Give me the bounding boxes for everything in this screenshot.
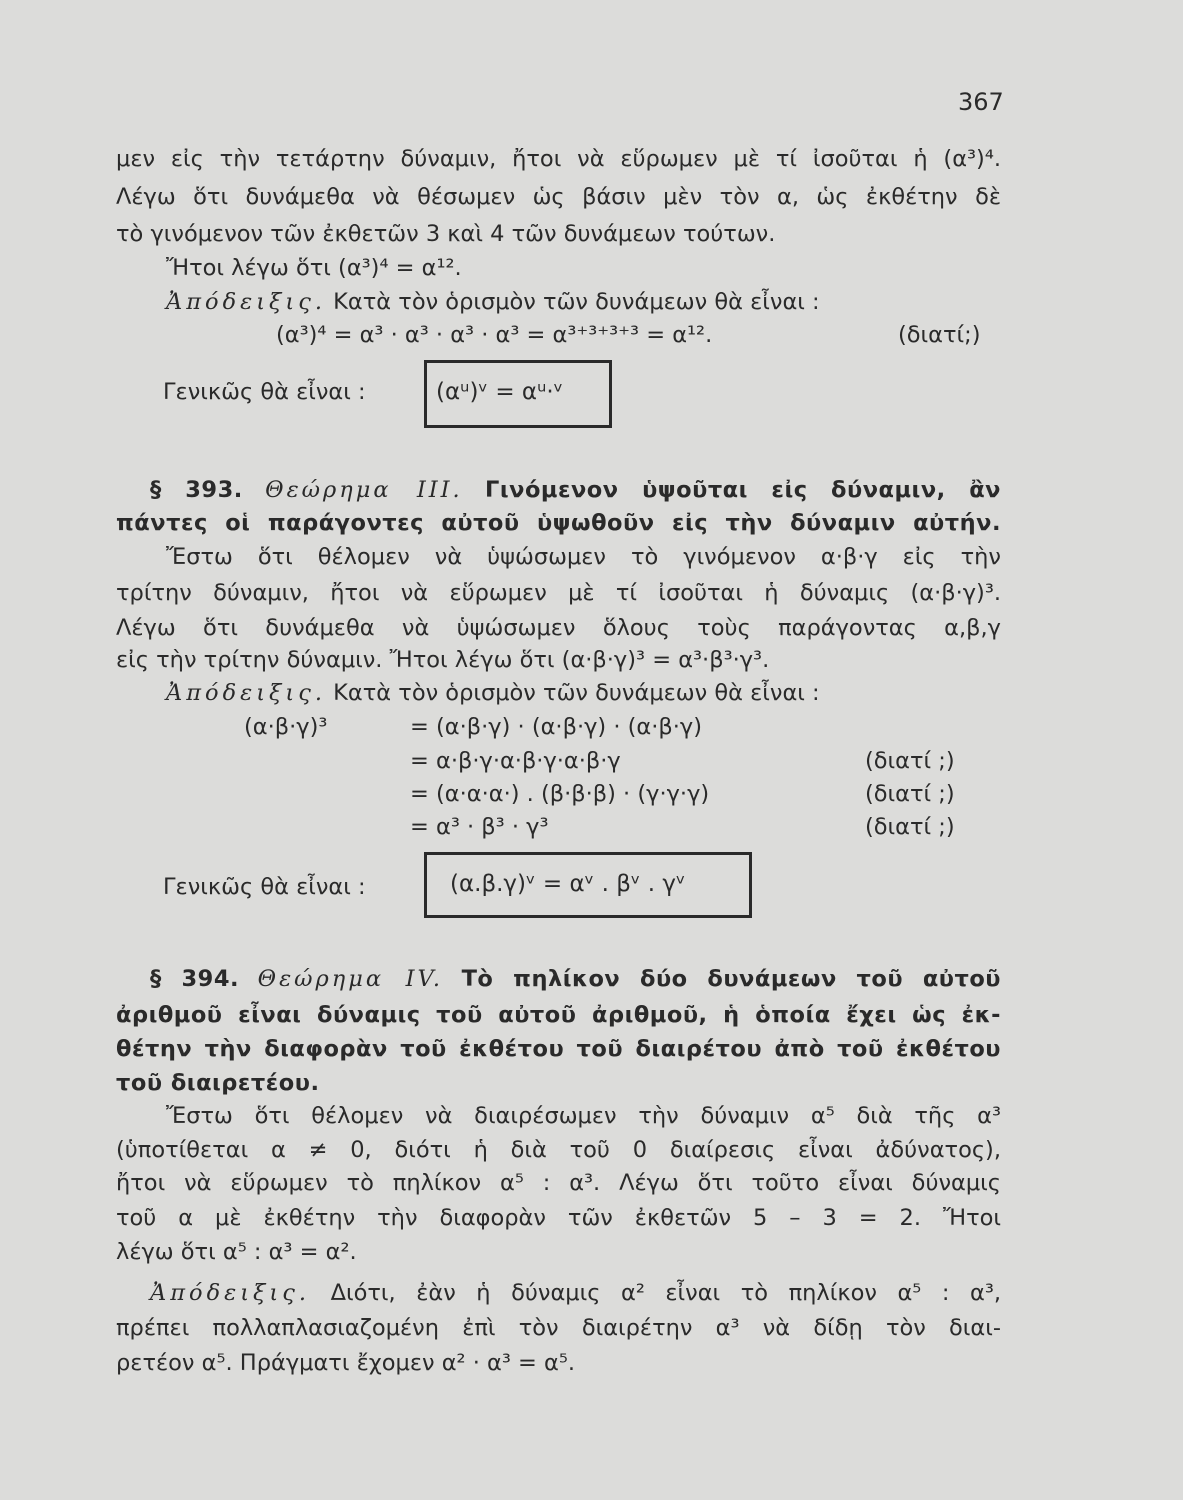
- proof-text: Διότι, ἐὰν ἡ δύναμις α² εἶναι τὸ πηλίκον α⁵ : α³,: [330, 1280, 1002, 1306]
- proof-label: Ἀπόδειξις.: [166, 289, 326, 315]
- section-393-heading: [150, 475, 1001, 505]
- text-line: Λέγω ὅτι δυνάμεθα νὰ θέσωμεν ὡς βάσιν μὲν τὸν α, ὡς ἐκθέτην δὲ: [116, 184, 1001, 210]
- equation-step: = (α·α·α·) . (β·β·β) · (γ·γ·γ): [410, 781, 710, 807]
- proof-text: Κατὰ τὸν ὁρισμὸν τῶν δυνάμεων θὰ εἶναι :: [333, 289, 820, 315]
- text-line: Ἔστω ὅτι θέλομεν νὰ ὑψώσωμεν τὸ γινόμενον α·β·γ εἰς τὴν: [166, 544, 1001, 570]
- equation-lhs: (α·β·γ)³: [244, 714, 328, 740]
- section-number: § 393.: [150, 477, 243, 503]
- proof-label: Ἀπόδειξις.: [150, 1280, 310, 1306]
- theorem-text: πάντες οἱ παράγοντες αὐτοῦ ὑψωθοῦν εἰς τὴν δύναμιν αὐτήν.: [116, 510, 1001, 536]
- theorem-label: Θεώρημα IV.: [257, 966, 443, 992]
- page-number: 367: [958, 88, 1004, 116]
- equation: (α³)⁴ = α³ · α³ · α³ · α³ = α³⁺³⁺³⁺³ = α¹².: [276, 322, 713, 348]
- equation-step: = α³ · β³ · γ³: [410, 814, 549, 840]
- text-line: τρίτην δύναμιν, ἤτοι νὰ εὕρωμεν μὲ τί ἰσοῦται ἡ δύναμις (α·β·γ)³.: [116, 580, 1001, 606]
- text-line: (ὑποτίθεται α ≠ 0, διότι ἡ διὰ τοῦ 0 διαίρεσις εἶναι ἀδύνατος),: [116, 1137, 1001, 1163]
- text-line: εἰς τὴν τρίτην δύναμιν. Ἤτοι λέγω ὅτι (α·β·γ)³ = α³·β³·γ³.: [116, 647, 770, 673]
- text-line: ἤτοι νὰ εὕρωμεν τὸ πηλίκον α⁵ : α³. Λέγω ὅτι τοῦτο εἶναι δύναμις: [116, 1170, 1001, 1196]
- section-number: § 394.: [150, 966, 240, 992]
- text-line: ρετέον α⁵. Πράγματι ἔχομεν α² · α³ = α⁵.: [116, 1350, 576, 1376]
- theorem-text: τοῦ διαιρετέου.: [116, 1070, 320, 1096]
- text-line: Ἔστω ὅτι θέλομεν νὰ διαιρέσωμεν τὴν δύναμιν α⁵ διὰ τῆς α³: [166, 1103, 1001, 1129]
- text-line: τοῦ α μὲ ἐκθέτην τὴν διαφορὰν τῶν ἐκθετῶν 5 – 3 = 2. Ἤτοι: [116, 1205, 1001, 1231]
- text-line: Ἤτοι λέγω ὅτι (α³)⁴ = α¹².: [166, 255, 462, 281]
- equation-step: = α·β·γ·α·β·γ·α·β·γ: [410, 748, 621, 774]
- text-line: λέγω ὅτι α⁵ : α³ = α².: [116, 1239, 357, 1265]
- why-note: (διατί ;): [865, 814, 955, 840]
- general-label: Γενικῶς θὰ εἶναι :: [163, 874, 366, 900]
- text-line: τὸ γινόμενον τῶν ἐκθετῶν 3 καὶ 4 τῶν δυνάμεων τούτων.: [116, 221, 776, 247]
- why-note: (διατί ;): [865, 781, 955, 807]
- why-note: (διατί ;): [865, 748, 955, 774]
- general-label: Γενικῶς θὰ εἶναι :: [163, 379, 366, 405]
- proof-text: Κατὰ τὸν ὁρισμὸν τῶν δυνάμεων θὰ εἶναι :: [333, 680, 820, 706]
- text-line: πρέπει πολλαπλασιαζομένη ἐπὶ τὸν διαιρέτην α³ νὰ δίδῃ τὸν διαι-: [116, 1315, 1001, 1341]
- boxed-formula: (αᵘ)ᵛ = αᵘ·ᵛ: [436, 379, 564, 405]
- text-line: Λέγω ὅτι δυνάμεθα νὰ ὑψώσωμεν ὅλους τοὺς παράγοντας α,β,γ: [116, 615, 1001, 641]
- theorem-text: ἀριθμοῦ εἶναι δύναμις τοῦ αὐτοῦ ἀριθμοῦ, ἡ ὁποία ἔχει ὡς ἐκ-: [116, 1002, 1001, 1028]
- proof-label: Ἀπόδειξις.: [166, 680, 326, 706]
- theorem-label: Θεώρημα III.: [265, 477, 463, 503]
- proof-line: [150, 1278, 1001, 1308]
- theorem-text: Γινόμενον ὑψοῦται εἰς δύναμιν, ἂν: [485, 477, 1001, 503]
- section-394-heading: [150, 964, 1001, 994]
- theorem-text: Τὸ πηλίκον δύο δυνάμεων τοῦ αὐτοῦ: [461, 966, 1002, 992]
- theorem-text: θέτην τὴν διαφορὰν τοῦ ἐκθέτου τοῦ διαιρέτου ἀπὸ τοῦ ἐκθέτου: [116, 1036, 1001, 1062]
- why-note: (διατί;): [898, 322, 981, 348]
- equation-step: = (α·β·γ) · (α·β·γ) · (α·β·γ): [410, 714, 703, 740]
- proof-line: [166, 678, 820, 708]
- boxed-formula: (α.β.γ)ᵛ = αᵛ . βᵛ . γᵛ: [450, 871, 686, 897]
- proof-line: [166, 287, 820, 317]
- text-line: μεν εἰς τὴν τετάρτην δύναμιν, ἤτοι νὰ εὕρωμεν μὲ τί ἰσοῦται ἡ (α³)⁴.: [116, 146, 1001, 172]
